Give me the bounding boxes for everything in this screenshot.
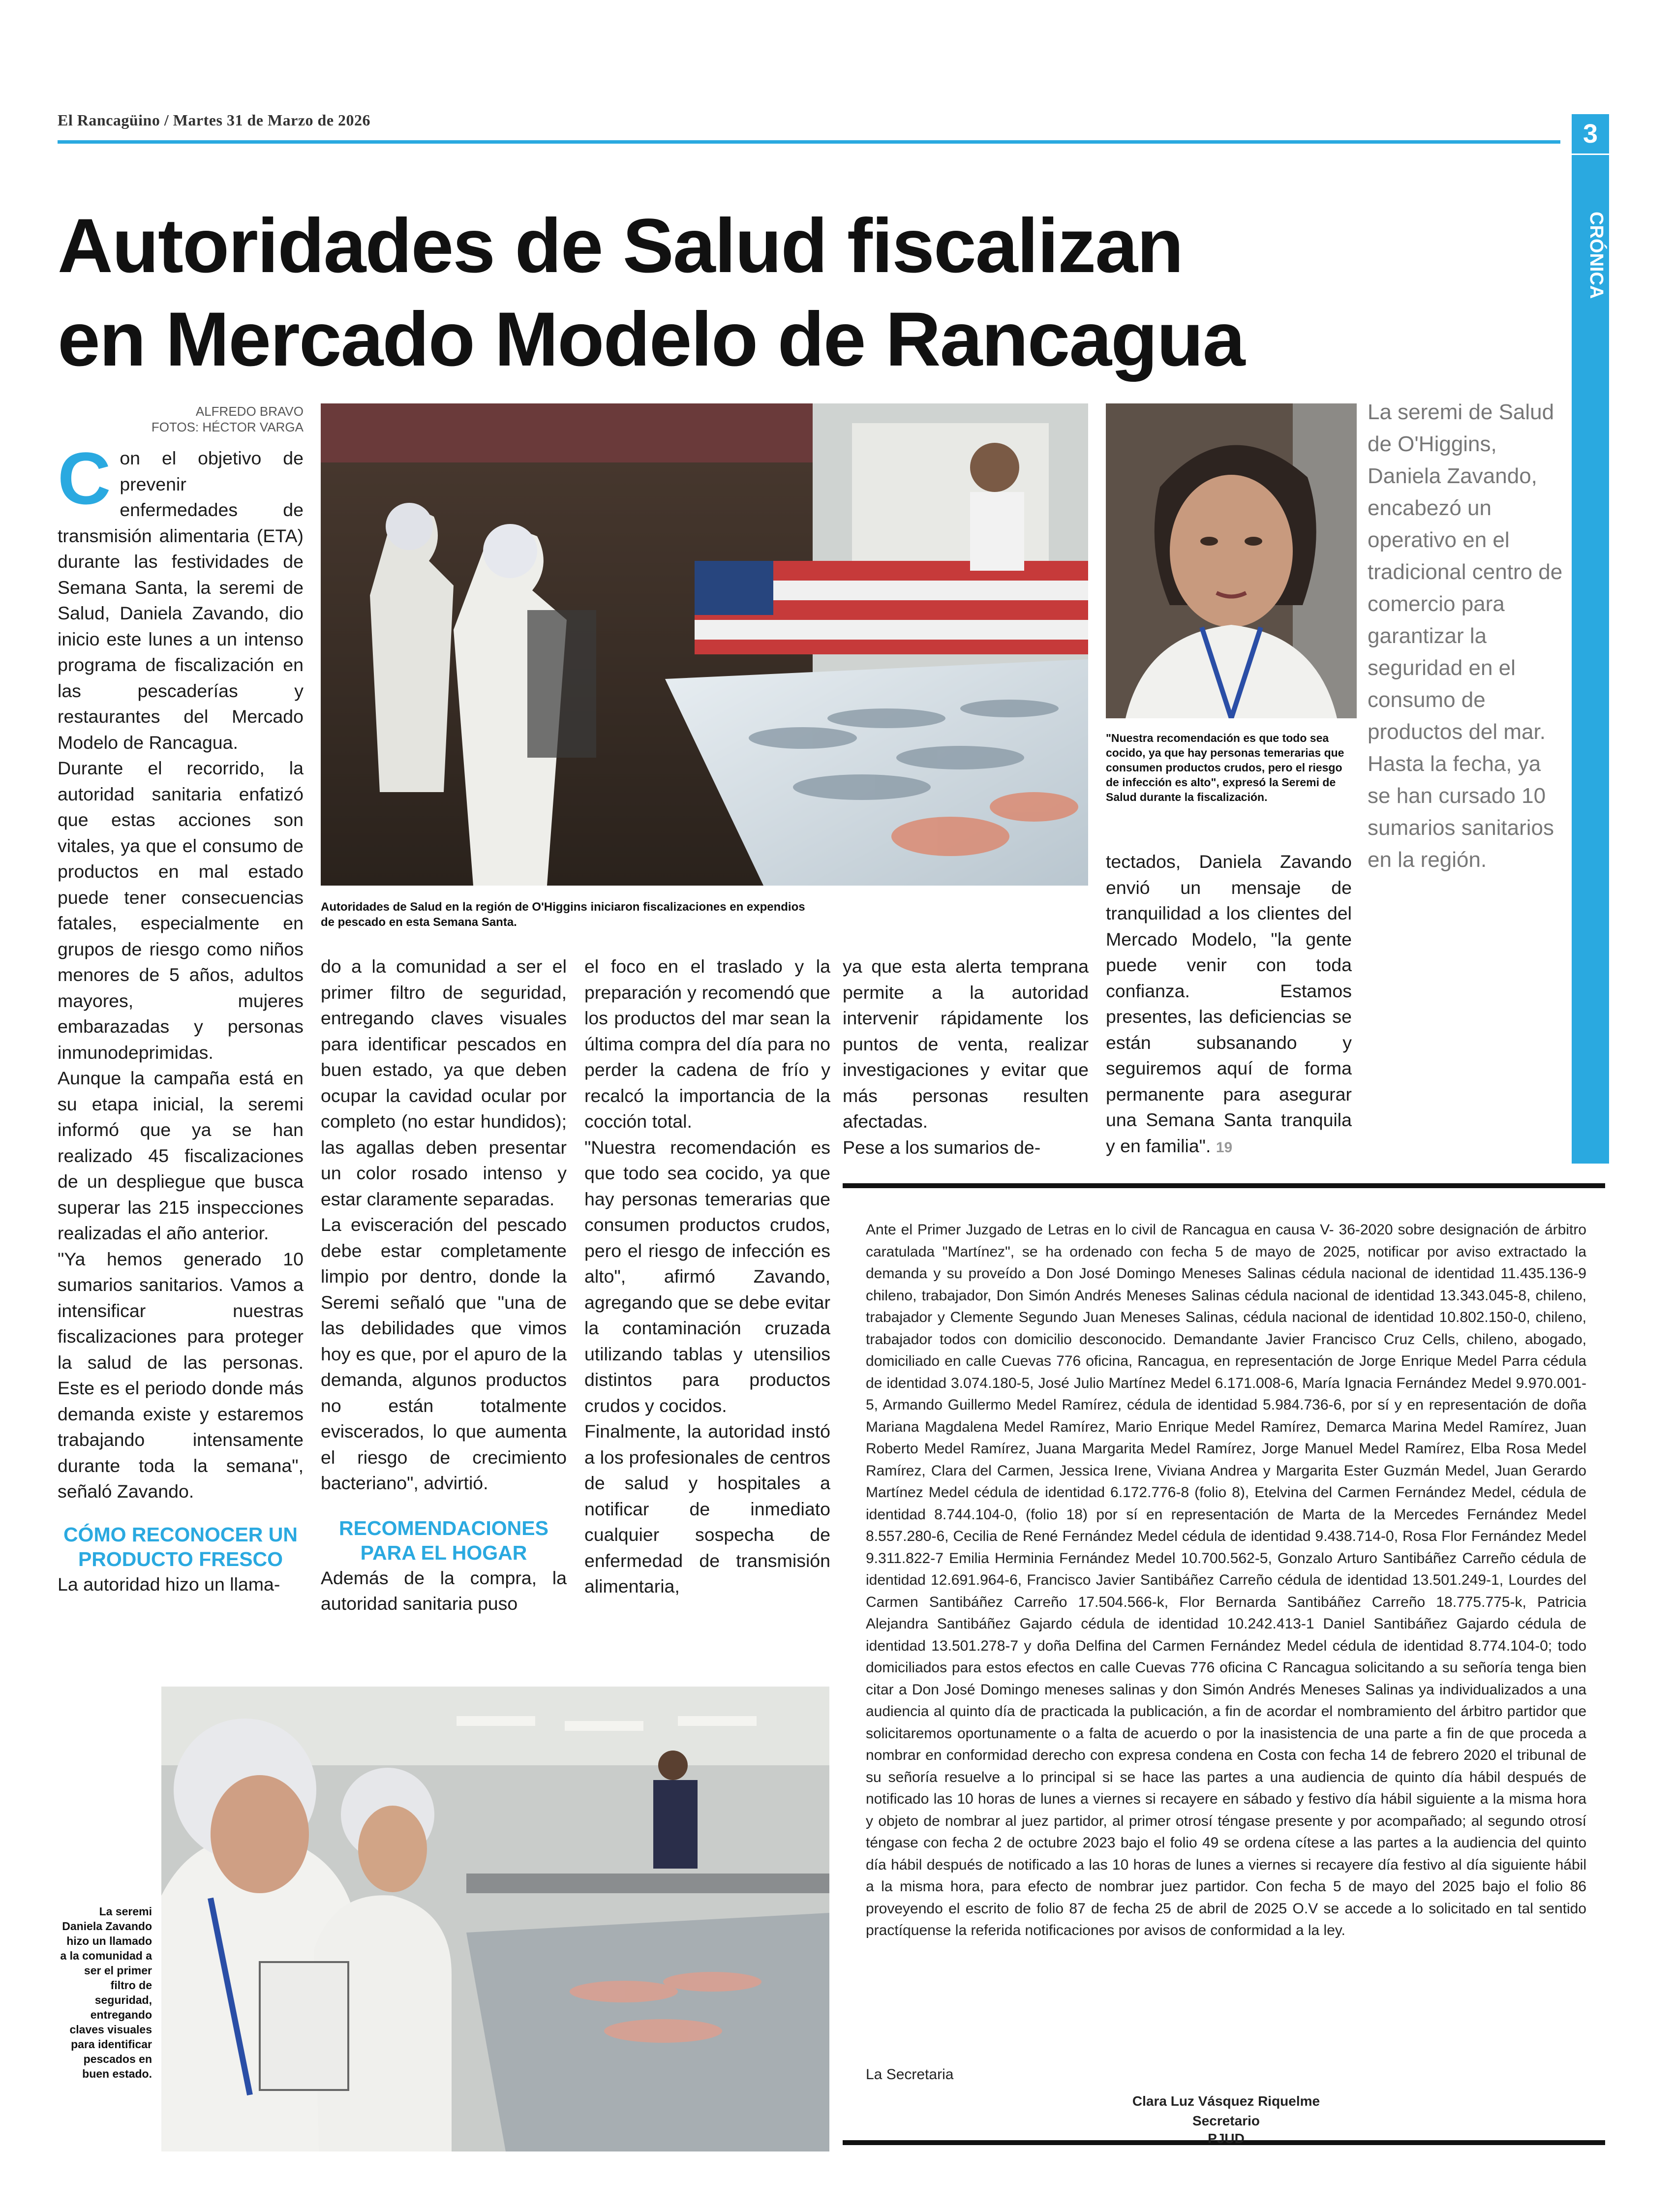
section-sidebar — [1572, 155, 1609, 1164]
page-number: 3 — [1572, 114, 1609, 154]
lead-paragraph: Con el objetivo de prevenir enfermedades de transmisión alimentaria (ETA) durante las festividades de Semana Santa, la seremi de Salud, Daniela Zavando, dio inicio este lunes a un intenso programa de fiscalización en las pescaderías y restaurantes del Mercado Modelo de Rancagua. — [58, 437, 304, 753]
body-paragraph: Finalmente, la autoridad instó a los profesionales de centros de salud y hospitales a notificar de inmediato cualquier sospecha de enfermedad de transmisión alimentaria, — [584, 1421, 830, 1597]
subhead-home-tips: RECOMENDACIONES PARA EL HOGAR — [339, 1516, 548, 1564]
legal-signoff: La Secretaria — [866, 2066, 954, 2083]
article-column-3 — [584, 953, 830, 1599]
byline-author: ALFREDO BRAVO — [195, 404, 304, 419]
body-paragraph: Además de la compra, la autoridad sanitaria puso — [321, 1567, 567, 1614]
article-column-4 — [843, 953, 1089, 1160]
header-rule — [58, 140, 1560, 144]
article-column-2 — [321, 953, 567, 1617]
body-paragraph: La autoridad hizo un llama- — [58, 1573, 280, 1595]
byline-photos: FOTOS: HÉCTOR VARGA — [151, 420, 304, 434]
headline: Autoridades de Salud fiscalizan en Mercado Modelo de Rancagua — [58, 203, 1245, 382]
section-label: CRÓNICA — [1586, 212, 1607, 299]
body-paragraph: tectados, Daniela Zavando envió un mensaje de tranquilidad a los clientes del Mercado Modelo, "la gente puede venir con toda confianza. Estamos presentes, las deficiencias se están subsanando y seguiremos aquí de forma permanente para asegurar una Semana Santa tranquila y en familia". 19 — [1106, 851, 1352, 1156]
dropcap: C — [58, 437, 111, 520]
masthead: El Rancagüino / Martes 31 de Marzo de 2026 — [58, 111, 371, 129]
portrait-photo — [1106, 403, 1357, 718]
legal-notice-body: Ante el Primer Juzgado de Letras en lo civil de Rancagua en causa V- 36-2020 sobre designación de árbitro caratulada "Martínez", se ha ordenado con fecha 5 de mayo de 2025, notificar por aviso extractado la demanda y su proveído a Don José Domingo Meneses Salinas cédula nacional de identidad 11.435.136-9 chileno, trabajador, Don Simón Andrés Meneses Salinas cédula nacional de identidad 13.343.045-8, chileno, trabajador y Clemente Segundo Juan Meneses Salinas, cédula nacional de identidad 10.802.150-0, chileno, trabajador todos con domicilio desconocido. Demandante Javier Francisco Cruz Cells, chileno, abogado, domiciliado en calle Cuevas 776 oficina, Rancagua, en representación de Jorge Enrique Medel Parra cédula de identidad 3.074.180-5, José Julio Martínez Medel 6.171.008-6, María Ignacia Fernández Medel 9.970.001-5, Armando Guillermo Medel Ramírez, cédula de identidad 5.984.736-6, por sí y en representación de doña Mariana Magdalena Medel Ramírez, Mario Enrique Medel Ramírez, Demarca Marina Medel Ramírez, Juan Roberto Medel Ramírez, Juana Margarita Medel Ramírez, Jorge Manuel Medel Ramírez, Elba Rosa Medel Ramírez, Clara del Carmen, Jessica Irene, Viviana Andrea y Margarita Ester Guzmán Medel, Juan Gerardo Martínez Medel cédula de identidad 6.172.776-8 (folio 8), Etelvina del Carmen Fernández Medel, cédula de identidad 8.744.104-0, (folio 18) por sí en representación de Marta de la Mercedes Fernández Medel 8.557.280-6, Cecilia de René Fernández Medel cédula de identidad 9.438.714-0, Rosa Flor Fernández Medel 9.311.822-7 Emilia Herminia Fernández Medel 10.700.562-5, Gonzalo Arturo Santibáñez Carreño cédula de identidad 12.691.964-6, Francisco Javier Santibáñez Carreño cédula de identidad 13.501.249-1, Lourdes del Carmen Santibáñez Carreño 17.504.566-k, Flor Bernarda Santibáñez Carreño 18.775.775-k, Patricia Alejandra Santibáñez Gajardo cédula de identidad 10.242.413-1 Daniel Santibáñez Gajardo cédula de identidad 13.501.278-7 y doña Delfina del Carmen Fernández Medel cédula de identidad 8.774.104-0; todo domiciliados para estos efectos en calle Cuevas 776 oficina C Rancagua solicitando a su señoría tenga bien citar a Don José Domingo meneses salinas y don Simón Andrés Meneses Salinas ya individualizados a una audiencia al quinto día de practicada la publicación, a fin de acordar el nombramiento del árbitro partidor que solicitaremos oportunamente o a falta de acuerdo o por la inasistencia de una parte a fin de que proceda a nombrar en conformidad derecho con expresa condena en Costa con fecha 14 de febrero 2020 el tribunal de su señoría resuelve a lo principal si se hace las partes a una audiencia de quinto día hábil después de notificado las 10 horas de lunes a viernes si recayere en sábado y festivo día hábil siguiente a la misma hora y objeto de nombrar al juez partidor, al primer otrosí téngase presente y por acompañado; al segundo otrosí téngase con fecha 2 de octubre 2023 bajo el folio 49 se ordena cítese a las partes a la audiencia del quinto día hábil después de notificado a las 10 horas de lunes a viernes si recayere día festivo al día siguiente hábil a la misma hora, para efecto de nombrar juez partidor. Con fecha 5 de mayo del 2025 bajo el folio 86 proveyendo el escrito de folio 87 de fecha 25 de abril de 2025 O.V se accede a lo solicitado en tal sentido practíquense la referida notificaciones por avisos de conformidad a la ley. — [866, 1222, 1586, 1938]
bottom-photo — [161, 1687, 829, 2151]
body-paragraph: "Ya hemos generado 10 sumarios sanitarios. Vamos a intensificar nuestras fiscalizaciones para proteger la salud de las personas. Este es el periodo donde más demanda existe y estaremos trabajando intensamente durante toda la semana", señaló Zavando. — [58, 1248, 304, 1502]
article-column-1 — [58, 437, 304, 1597]
bottom-photo-caption: La seremi Daniela Zavando hizo un llamado a la comunidad a ser el primer filtro de seguridad, entregando claves visuales para identificar pescados en buen estado. — [60, 1905, 152, 2080]
signer-title: Secretario — [1192, 2113, 1260, 2128]
signer-name: Clara Luz Vásquez Riquelme — [1132, 2093, 1320, 2109]
main-photo-caption: Autoridades de Salud en la región de O'Higgins iniciaron fiscalizaciones en expendios de pescado en esta Semana Santa. — [321, 900, 805, 929]
body-paragraph: ya que esta alerta temprana permite a la autoridad intervenir rápidamente los puntos de venta, realizar investigaciones y evitar que más personas resulten afectadas. — [843, 956, 1089, 1132]
byline — [58, 403, 304, 435]
body-paragraph: Durante el recorrido, la autoridad sanitaria enfatizó que estas acciones son vitales, ya que el consumo de productos en mal estado puede tener consecuencias fatales, especialmente en grupos de riesgo como niños menores de 5 años, adultos mayores, mujeres embarazadas y personas inmunodeprimidas. — [58, 758, 304, 1063]
body-paragraph: "Nuestra recomendación es que todo sea cocido, ya que hay personas temerarias que consumen productos crudos, pero el riesgo de infección es alto", afirmó Zavando, agregando que se debe evitar la contaminación cruzada utilizando tablas y utensilios distintos para productos crudos y cocidos. — [584, 1137, 830, 1416]
subhead-fresh-product: CÓMO RECONOCER UN PRODUCTO FRESCO — [63, 1523, 298, 1570]
body-paragraph: La evisceración del pescado debe estar completamente limpio por dentro, donde la Seremi señaló que "una de las debilidades que vimos hoy es que, por el apuro de la demanda, algunos productos no están totalmente eviscerados, lo que aumenta el riesgo de crecimiento bacteriano", advirtió. — [321, 1214, 567, 1493]
body-paragraph: Pese a los sumarios de- — [843, 1137, 1041, 1158]
main-photo — [321, 403, 1088, 886]
pull-quote: La seremi de Salud de O'Higgins, Daniela Zavando, encabezó un operativo en el tradicional centro de comercio para garantizar la seguridad en el consumo de productos del mar. Hasta la fecha, ya se han cursado 10 sumarios sanitarios en la región. — [1368, 400, 1563, 872]
signer-court: PJUD — [1208, 2131, 1245, 2146]
body-paragraph: el foco en el traslado y la preparación y recomendó que los productos del mar sean la última compra del día para no perder la cadena de frío y recalcó la importancia de la cocción total. — [584, 956, 830, 1132]
body-paragraph: Aunque la campaña está en su etapa inicial, la seremi informó que ya se han realizado 45 fiscalizaciones de un despliegue que busca superar las 215 inspecciones realizadas el año anterior. — [58, 1068, 304, 1243]
end-mark-icon: 19 — [1216, 1139, 1233, 1156]
portrait-caption: "Nuestra recomendación es que todo sea cocido, ya que hay personas temerarias que consumen productos crudos, pero el riesgo de infección es alto", expresó la Seremi de Salud durante la fiscalización. — [1106, 732, 1344, 803]
body-paragraph: do a la comunidad a ser el primer filtro de seguridad, entregando claves visuales para identificar pescados en buen estado, ya que deben ocupar la cavidad ocular por completo (no estar hundidos); las agallas deben presentar un color rosado intenso y estar claramente separadas. — [321, 956, 567, 1209]
article-column-5 — [1106, 849, 1352, 1161]
